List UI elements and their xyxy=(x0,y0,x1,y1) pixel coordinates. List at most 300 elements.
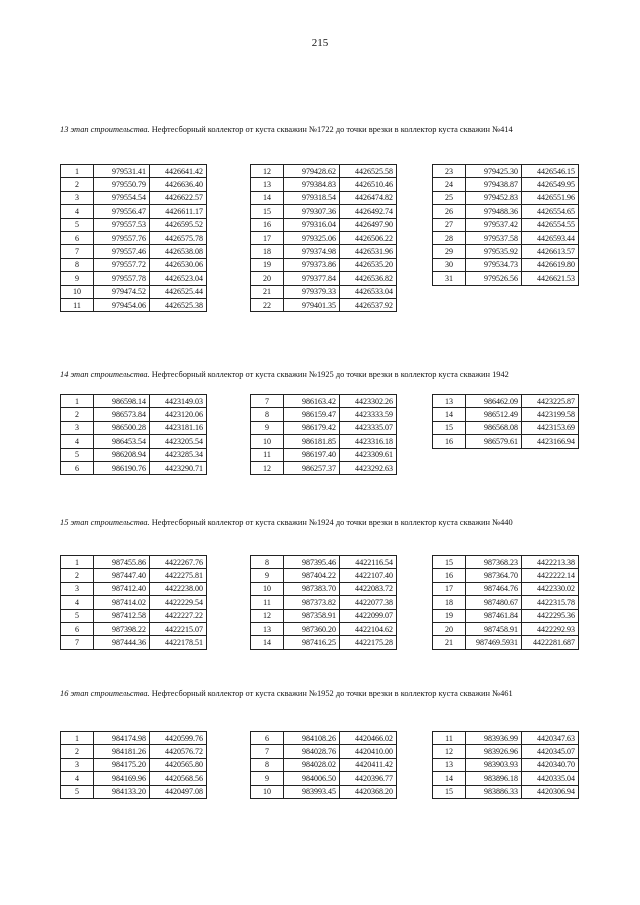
table-row xyxy=(433,772,579,785)
table-row xyxy=(251,435,397,448)
table-row xyxy=(251,556,397,569)
coord-x: 979474.52 xyxy=(94,285,150,298)
point-number: 11 xyxy=(251,448,284,461)
coord-y: 4426497.90 xyxy=(340,218,397,231)
table-row xyxy=(433,218,579,231)
point-number: 10 xyxy=(251,435,284,448)
coord-y: 4426641.42 xyxy=(150,165,207,178)
coord-x: 987404.22 xyxy=(284,569,340,582)
table-row xyxy=(433,435,579,448)
coord-x: 987444.36 xyxy=(94,636,150,649)
point-number: 9 xyxy=(251,772,284,785)
point-number: 27 xyxy=(433,218,466,231)
coord-x: 986579.61 xyxy=(466,435,522,448)
table-row xyxy=(251,636,397,649)
coord-y: 4426622.57 xyxy=(150,191,207,204)
coord-y: 4422077.38 xyxy=(340,596,397,609)
coordinate-table xyxy=(60,164,207,312)
coordinate-tables xyxy=(60,394,590,473)
point-number: 2 xyxy=(61,569,94,582)
point-number: 3 xyxy=(61,421,94,434)
coord-x: 979374.98 xyxy=(284,245,340,258)
coord-y: 4420466.02 xyxy=(340,732,397,745)
table-row xyxy=(251,245,397,258)
coord-x: 986179.42 xyxy=(284,421,340,434)
coord-x: 979526.56 xyxy=(466,272,522,285)
coord-y: 4422275.81 xyxy=(150,569,207,582)
coord-x: 986197.40 xyxy=(284,448,340,461)
point-number: 14 xyxy=(251,191,284,204)
coord-x: 986257.37 xyxy=(284,461,340,474)
point-number: 10 xyxy=(61,285,94,298)
table-row xyxy=(433,636,579,649)
point-number: 8 xyxy=(251,556,284,569)
coord-x: 987398.22 xyxy=(94,622,150,635)
table-row xyxy=(251,461,397,474)
coord-y: 4423316.18 xyxy=(340,435,397,448)
point-number: 9 xyxy=(251,421,284,434)
coord-y: 4423333.59 xyxy=(340,408,397,421)
coord-x: 979401.35 xyxy=(284,298,340,311)
coord-x: 983886.33 xyxy=(466,785,522,798)
point-number: 8 xyxy=(61,258,94,271)
coordinate-table xyxy=(432,731,579,799)
coord-y: 4426474.82 xyxy=(340,191,397,204)
table-row xyxy=(61,569,207,582)
point-number: 1 xyxy=(61,395,94,408)
coord-x: 986190.76 xyxy=(94,461,150,474)
point-number: 1 xyxy=(61,556,94,569)
table-row xyxy=(251,272,397,285)
coord-x: 979428.62 xyxy=(284,165,340,178)
section-heading xyxy=(60,688,590,700)
coord-x: 979557.72 xyxy=(94,258,150,271)
point-number: 29 xyxy=(433,245,466,258)
point-number: 20 xyxy=(433,622,466,635)
point-number: 19 xyxy=(433,609,466,622)
table-row xyxy=(61,231,207,244)
point-number: 20 xyxy=(251,272,284,285)
coord-y: 4426525.38 xyxy=(150,298,207,311)
coord-x: 979307.36 xyxy=(284,205,340,218)
coord-y: 4426506.22 xyxy=(340,231,397,244)
table-row xyxy=(61,178,207,191)
coord-x: 986500.28 xyxy=(94,421,150,434)
table-row xyxy=(61,298,207,311)
coord-y: 4426533.04 xyxy=(340,285,397,298)
coord-y: 4423199.58 xyxy=(522,408,579,421)
table-row xyxy=(433,231,579,244)
coord-x: 987414.02 xyxy=(94,596,150,609)
coord-y: 4422083.72 xyxy=(340,582,397,595)
coord-y: 4420340.70 xyxy=(522,758,579,771)
table-row xyxy=(61,191,207,204)
point-number: 3 xyxy=(61,191,94,204)
table-row xyxy=(61,758,207,771)
point-number: 11 xyxy=(61,298,94,311)
coord-y: 4422281.687 xyxy=(522,636,579,649)
point-number: 1 xyxy=(61,732,94,745)
coord-y: 4420368.20 xyxy=(340,785,397,798)
point-number: 7 xyxy=(251,395,284,408)
coordinate-table xyxy=(60,731,207,799)
coord-x: 987480.67 xyxy=(466,596,522,609)
coord-y: 4422330.02 xyxy=(522,582,579,595)
table-row xyxy=(61,218,207,231)
table-row xyxy=(433,622,579,635)
coord-x: 987364.70 xyxy=(466,569,522,582)
point-number: 14 xyxy=(251,636,284,649)
coord-x: 979556.47 xyxy=(94,205,150,218)
coord-y: 4422267.76 xyxy=(150,556,207,569)
table-row xyxy=(251,732,397,745)
table-row xyxy=(251,569,397,582)
point-number: 6 xyxy=(61,231,94,244)
point-number: 7 xyxy=(251,745,284,758)
table-row xyxy=(61,556,207,569)
table-row xyxy=(433,395,579,408)
coord-y: 4423335.07 xyxy=(340,421,397,434)
table-row xyxy=(251,408,397,421)
coord-y: 4426525.58 xyxy=(340,165,397,178)
table-row xyxy=(61,245,207,258)
point-number: 13 xyxy=(251,178,284,191)
table-row xyxy=(61,205,207,218)
table-row xyxy=(251,772,397,785)
coord-x: 979318.54 xyxy=(284,191,340,204)
coord-y: 4423302.26 xyxy=(340,395,397,408)
coord-y: 4420599.76 xyxy=(150,732,207,745)
table-row xyxy=(433,191,579,204)
point-number: 2 xyxy=(61,178,94,191)
point-number: 4 xyxy=(61,596,94,609)
coord-x: 986568.08 xyxy=(466,421,522,434)
table-row xyxy=(251,596,397,609)
coord-x: 986573.84 xyxy=(94,408,150,421)
coord-y: 4422104.62 xyxy=(340,622,397,635)
coord-y: 4420347.63 xyxy=(522,732,579,745)
coordinate-tables xyxy=(60,164,590,310)
coord-x: 987455.86 xyxy=(94,556,150,569)
coord-x: 983903.93 xyxy=(466,758,522,771)
section-title: Нефтесборный коллектор от куста скважин №1952 до точки врезки в коллектор куста скважин №461 xyxy=(149,689,513,698)
coord-x: 986598.14 xyxy=(94,395,150,408)
coordinate-tables xyxy=(60,555,590,648)
point-number: 4 xyxy=(61,772,94,785)
page-number: 215 xyxy=(311,37,329,49)
point-number: 3 xyxy=(61,582,94,595)
coord-x: 987464.76 xyxy=(466,582,522,595)
table-row xyxy=(61,745,207,758)
coord-x: 979531.41 xyxy=(94,165,150,178)
point-number: 24 xyxy=(433,178,466,191)
coord-y: 4426554.65 xyxy=(522,205,579,218)
point-number: 8 xyxy=(251,758,284,771)
coord-x: 979557.46 xyxy=(94,245,150,258)
table-row xyxy=(61,609,207,622)
point-number: 31 xyxy=(433,272,466,285)
coord-y: 4420335.04 xyxy=(522,772,579,785)
coord-y: 4423309.61 xyxy=(340,448,397,461)
coord-y: 4423153.69 xyxy=(522,421,579,434)
coord-y: 4426531.96 xyxy=(340,245,397,258)
coord-x: 986462.09 xyxy=(466,395,522,408)
coordinate-table xyxy=(250,731,397,799)
coord-y: 4426619.80 xyxy=(522,258,579,271)
point-number: 13 xyxy=(251,622,284,635)
coord-x: 987395.46 xyxy=(284,556,340,569)
coord-x: 984006.50 xyxy=(284,772,340,785)
coord-y: 4426523.04 xyxy=(150,272,207,285)
coord-y: 4426546.15 xyxy=(522,165,579,178)
point-number: 8 xyxy=(251,408,284,421)
coord-y: 4423290.71 xyxy=(150,461,207,474)
stage-label: 16 этап строительства. xyxy=(60,689,150,698)
coord-x: 987368.23 xyxy=(466,556,522,569)
coord-y: 4426536.82 xyxy=(340,272,397,285)
table-row xyxy=(433,745,579,758)
coord-x: 984108.26 xyxy=(284,732,340,745)
coord-y: 4426510.46 xyxy=(340,178,397,191)
table-row xyxy=(251,609,397,622)
coord-y: 4422295.36 xyxy=(522,609,579,622)
table-row xyxy=(433,758,579,771)
point-number: 13 xyxy=(433,395,466,408)
coord-x: 987360.20 xyxy=(284,622,340,635)
point-number: 15 xyxy=(433,421,466,434)
table-row xyxy=(251,298,397,311)
point-number: 9 xyxy=(61,272,94,285)
table-row xyxy=(61,622,207,635)
point-number: 23 xyxy=(433,165,466,178)
point-number: 7 xyxy=(61,245,94,258)
coord-y: 4422178.51 xyxy=(150,636,207,649)
table-row xyxy=(433,408,579,421)
point-number: 14 xyxy=(433,408,466,421)
coord-y: 4422229.54 xyxy=(150,596,207,609)
point-number: 1 xyxy=(61,165,94,178)
point-number: 10 xyxy=(251,785,284,798)
table-row xyxy=(251,421,397,434)
coord-y: 4426593.44 xyxy=(522,231,579,244)
table-row xyxy=(433,205,579,218)
section-stage-14 xyxy=(60,369,590,473)
table-row xyxy=(251,785,397,798)
coord-y: 4426549.95 xyxy=(522,178,579,191)
coord-y: 4422222.14 xyxy=(522,569,579,582)
table-row xyxy=(251,231,397,244)
coord-y: 4426554.55 xyxy=(522,218,579,231)
coord-x: 979554.54 xyxy=(94,191,150,204)
table-row xyxy=(433,582,579,595)
table-row xyxy=(61,636,207,649)
coord-x: 984169.96 xyxy=(94,772,150,785)
coord-x: 979557.76 xyxy=(94,231,150,244)
point-number: 4 xyxy=(61,435,94,448)
coord-y: 4422315.78 xyxy=(522,596,579,609)
point-number: 12 xyxy=(251,165,284,178)
section-heading xyxy=(60,369,590,381)
point-number: 9 xyxy=(251,569,284,582)
coord-y: 4422175.28 xyxy=(340,636,397,649)
coord-x: 987383.70 xyxy=(284,582,340,595)
point-number: 12 xyxy=(251,609,284,622)
point-number: 21 xyxy=(433,636,466,649)
point-number: 13 xyxy=(433,758,466,771)
section-title: Нефтесборный коллектор от куста скважин №1924 до точки врезки в коллектор куста скважин №440 xyxy=(149,518,513,527)
coord-y: 4420345.07 xyxy=(522,745,579,758)
point-number: 11 xyxy=(433,732,466,745)
coord-y: 4423120.06 xyxy=(150,408,207,421)
coord-x: 983896.18 xyxy=(466,772,522,785)
coord-x: 979316.04 xyxy=(284,218,340,231)
table-row xyxy=(61,772,207,785)
coordinate-table xyxy=(250,164,397,312)
coord-y: 4426636.40 xyxy=(150,178,207,191)
coord-x: 979325.06 xyxy=(284,231,340,244)
table-row xyxy=(61,785,207,798)
coord-y: 4422099.07 xyxy=(340,609,397,622)
section-stage-15 xyxy=(60,517,590,648)
table-row xyxy=(61,165,207,178)
table-row xyxy=(61,596,207,609)
table-row xyxy=(61,272,207,285)
coord-y: 4426621.53 xyxy=(522,272,579,285)
coord-y: 4423225.87 xyxy=(522,395,579,408)
table-row xyxy=(251,758,397,771)
coord-x: 987458.91 xyxy=(466,622,522,635)
table-row xyxy=(61,408,207,421)
table-row xyxy=(251,448,397,461)
coord-y: 4420396.77 xyxy=(340,772,397,785)
coordinate-table xyxy=(432,555,579,650)
point-number: 3 xyxy=(61,758,94,771)
coord-x: 983993.45 xyxy=(284,785,340,798)
coord-x: 984028.76 xyxy=(284,745,340,758)
point-number: 5 xyxy=(61,218,94,231)
point-number: 15 xyxy=(433,556,466,569)
coord-y: 4423166.94 xyxy=(522,435,579,448)
point-number: 19 xyxy=(251,258,284,271)
coord-x: 979373.86 xyxy=(284,258,340,271)
table-row xyxy=(61,258,207,271)
coord-y: 4420568.56 xyxy=(150,772,207,785)
coord-x: 979557.53 xyxy=(94,218,150,231)
table-row xyxy=(251,258,397,271)
stage-label: 15 этап строительства. xyxy=(60,518,150,527)
coord-x: 987412.40 xyxy=(94,582,150,595)
table-row xyxy=(61,421,207,434)
coord-x: 987373.82 xyxy=(284,596,340,609)
point-number: 12 xyxy=(251,461,284,474)
coord-y: 4423149.03 xyxy=(150,395,207,408)
table-row xyxy=(433,556,579,569)
coord-x: 984181.26 xyxy=(94,745,150,758)
coordinate-table xyxy=(250,394,397,475)
coord-y: 4426611.17 xyxy=(150,205,207,218)
table-row xyxy=(61,435,207,448)
coord-y: 4426595.52 xyxy=(150,218,207,231)
point-number: 5 xyxy=(61,609,94,622)
point-number: 22 xyxy=(251,298,284,311)
coord-x: 979452.83 xyxy=(466,191,522,204)
coord-y: 4420497.08 xyxy=(150,785,207,798)
point-number: 2 xyxy=(61,408,94,421)
point-number: 6 xyxy=(251,732,284,745)
table-row xyxy=(251,285,397,298)
coord-y: 4423205.54 xyxy=(150,435,207,448)
coord-x: 979438.87 xyxy=(466,178,522,191)
coord-x: 986159.47 xyxy=(284,408,340,421)
section-title: Нефтесборный коллектор от куста скважин №1925 до точки врезки в коллектор куста скважин 1942 xyxy=(149,370,509,379)
coord-y: 4426537.92 xyxy=(340,298,397,311)
coord-x: 979537.42 xyxy=(466,218,522,231)
point-number: 18 xyxy=(433,596,466,609)
coordinate-table xyxy=(432,164,579,286)
coord-y: 4426551.96 xyxy=(522,191,579,204)
coord-y: 4426492.74 xyxy=(340,205,397,218)
coord-x: 979425.30 xyxy=(466,165,522,178)
coord-y: 4423285.34 xyxy=(150,448,207,461)
coord-y: 4422215.07 xyxy=(150,622,207,635)
coord-y: 4420306.94 xyxy=(522,785,579,798)
point-number: 30 xyxy=(433,258,466,271)
point-number: 2 xyxy=(61,745,94,758)
table-row xyxy=(251,582,397,595)
table-row xyxy=(61,395,207,408)
point-number: 6 xyxy=(61,461,94,474)
coordinate-table xyxy=(60,394,207,475)
coord-y: 4426525.44 xyxy=(150,285,207,298)
point-number: 18 xyxy=(251,245,284,258)
coord-x: 979488.36 xyxy=(466,205,522,218)
coord-y: 4422213.38 xyxy=(522,556,579,569)
coord-x: 984028.02 xyxy=(284,758,340,771)
coord-x: 987416.25 xyxy=(284,636,340,649)
coord-x: 987447.40 xyxy=(94,569,150,582)
table-row xyxy=(251,395,397,408)
coord-y: 4422292.93 xyxy=(522,622,579,635)
coord-x: 984175.20 xyxy=(94,758,150,771)
table-row xyxy=(433,245,579,258)
table-row xyxy=(61,732,207,745)
coord-x: 984133.20 xyxy=(94,785,150,798)
point-number: 5 xyxy=(61,785,94,798)
table-row xyxy=(433,569,579,582)
coord-y: 4422227.22 xyxy=(150,609,207,622)
table-row xyxy=(61,448,207,461)
coord-x: 983936.99 xyxy=(466,732,522,745)
coord-y: 4420411.42 xyxy=(340,758,397,771)
table-row xyxy=(61,582,207,595)
table-row xyxy=(433,272,579,285)
coord-x: 986208.94 xyxy=(94,448,150,461)
coord-y: 4420410.00 xyxy=(340,745,397,758)
coord-x: 987358.91 xyxy=(284,609,340,622)
table-row xyxy=(251,218,397,231)
point-number: 15 xyxy=(433,785,466,798)
coord-y: 4420565.80 xyxy=(150,758,207,771)
point-number: 5 xyxy=(61,448,94,461)
coord-y: 4426530.06 xyxy=(150,258,207,271)
coord-x: 979535.92 xyxy=(466,245,522,258)
coord-x: 986181.85 xyxy=(284,435,340,448)
table-row xyxy=(433,258,579,271)
point-number: 21 xyxy=(251,285,284,298)
table-row xyxy=(433,732,579,745)
stage-label: 13 этап строительства. xyxy=(60,125,150,134)
section-heading xyxy=(60,124,590,136)
